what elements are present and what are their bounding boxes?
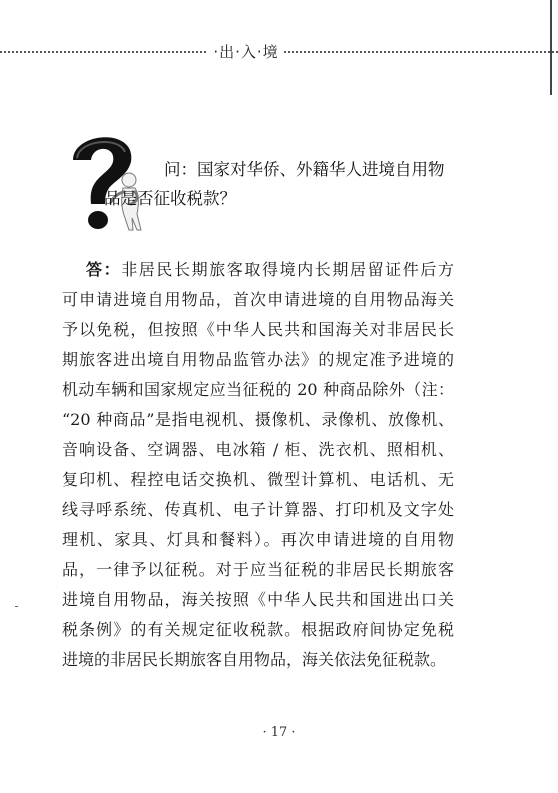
answer-paragraph	[62, 255, 454, 675]
answer-line: 税条例》的有关规定征收税款。根据政府间协定免税	[62, 620, 454, 639]
answer-line: 期旅客进出境自用物品监管办法》的规定准予进境的	[62, 350, 454, 369]
answer-line: 品，一律予以征税。对于应当征税的非居民长期旅客	[62, 560, 454, 579]
question-text	[104, 155, 504, 213]
header-dotted-rule-left	[0, 51, 206, 53]
answer-label: 答：	[86, 260, 122, 279]
answer-line: 理机、家具、灯具和餐料）。再次申请进境的自用物	[62, 530, 454, 549]
answer-line: 进境自用物品，海关按照《中华人民共和国进出口关	[62, 590, 454, 609]
answer-line: “20 种商品”是指电视机、摄像机、录像机、放像机、	[62, 410, 454, 429]
answer-line: 进境的非居民长期旅客自用物品，海关依法免征税款。	[62, 650, 447, 669]
answer-line: 可申请进境自用物品，首次申请进境的自用物品海关	[62, 290, 454, 309]
scan-mark	[15, 606, 18, 607]
page-edge-line	[550, 0, 552, 95]
answer-line-text: 非居民长期旅客取得境内长期居留证件后方	[121, 260, 454, 279]
question-line-2: 品是否征收税款？	[104, 189, 236, 208]
answer-line: 线寻呼系统、传真机、电子计算器、打印机及文字处	[62, 500, 454, 519]
page-number: · 17 ·	[262, 725, 296, 740]
running-header: ·出·入·境	[213, 43, 279, 61]
answer-line: 复印机、程控电话交换机、微型计算机、电话机、无	[62, 470, 454, 489]
question-line-1: 问：国家对华侨、外籍华人进境自用物	[164, 160, 445, 179]
answer-line: 予以免税，但按照《中华人民共和国海关对非居民长	[62, 320, 454, 339]
answer-line: 机动车辆和国家规定应当征税的 20 种商品除外（注：	[62, 380, 454, 399]
answer-line: 音响设备、空调器、电冰箱 / 柜、洗衣机、照相机、	[62, 440, 454, 459]
answer-line-1	[62, 255, 454, 285]
header-dotted-rule-right	[284, 51, 558, 53]
